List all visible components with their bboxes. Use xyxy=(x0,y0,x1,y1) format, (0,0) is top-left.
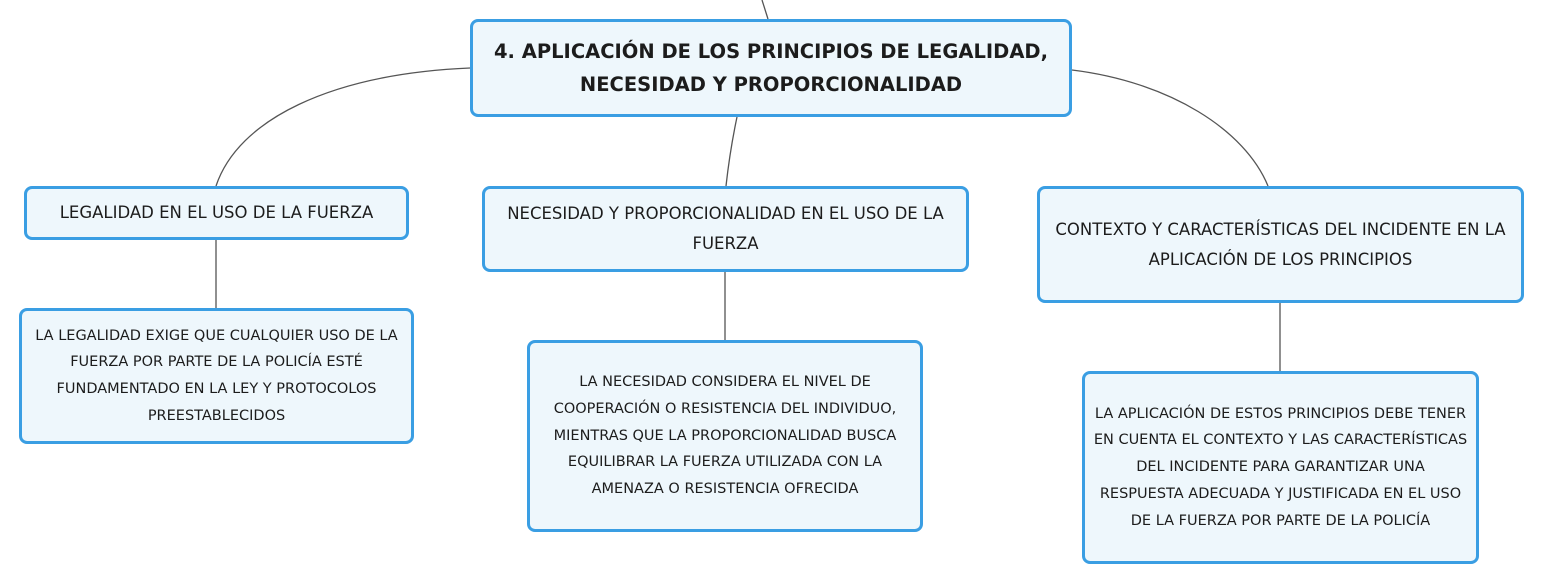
detail-text-necesidad-proporcionalidad: LA NECESIDAD CONSIDERA EL NIVEL DE COOPERACIÓN O RESISTENCIA DEL INDIVIDUO, MIENTRAS QUE LA PROPORCIONALIDAD BUSCA EQUILIBRAR LA FUERZA UTILIZADA CON LA AMENAZA O RESISTENCIA OFRECIDA xyxy=(553,374,897,498)
topic-text-necesidad-proporcionalidad: NECESIDAD Y PROPORCIONALIDAD EN EL USO DE LA FUERZA xyxy=(507,204,944,253)
detail-node-necesidad-proporcionalidad[interactable] xyxy=(527,340,923,532)
topic-text-legalidad: LEGALIDAD EN EL USO DE LA FUERZA xyxy=(59,203,374,222)
detail-text-legalidad: LA LEGALIDAD EXIGE QUE CUALQUIER USO DE LA FUERZA POR PARTE DE LA POLICÍA ESTÉ FUNDAMENTADO EN LA LEY Y PROTOCOLOS PREESTABLECIDOS xyxy=(35,327,398,424)
topic-node-contexto[interactable] xyxy=(1037,186,1524,303)
root-topic-text: 4. APLICACIÓN DE LOS PRINCIPIOS DE LEGALIDAD, NECESIDAD Y PROPORCIONALIDAD xyxy=(493,40,1049,96)
connector-parent-to-root xyxy=(762,0,768,19)
detail-node-contexto[interactable] xyxy=(1082,371,1479,564)
connector-root-to-necesidad xyxy=(726,117,737,186)
topic-node-necesidad-proporcionalidad[interactable] xyxy=(482,186,969,272)
topic-text-contexto: CONTEXTO Y CARACTERÍSTICAS DEL INCIDENTE EN LA APLICACIÓN DE LOS PRINCIPIOS xyxy=(1055,219,1506,269)
connector-root-to-contexto xyxy=(1072,70,1268,186)
detail-text-contexto: LA APLICACIÓN DE ESTOS PRINCIPIOS DEBE TENER EN CUENTA EL CONTEXTO Y LAS CARACTERÍSTICAS DEL INCIDENTE PARA GARANTIZAR UNA RESPUESTA ADECUADA Y JUSTIFICADA EN EL USO DE LA FUERZA POR PARTE DE LA POLICÍA xyxy=(1093,405,1468,529)
connector-root-to-legalidad xyxy=(216,68,470,186)
topic-node-legalidad[interactable] xyxy=(24,186,409,240)
detail-node-legalidad[interactable] xyxy=(19,308,414,444)
root-topic-node[interactable] xyxy=(470,19,1072,117)
